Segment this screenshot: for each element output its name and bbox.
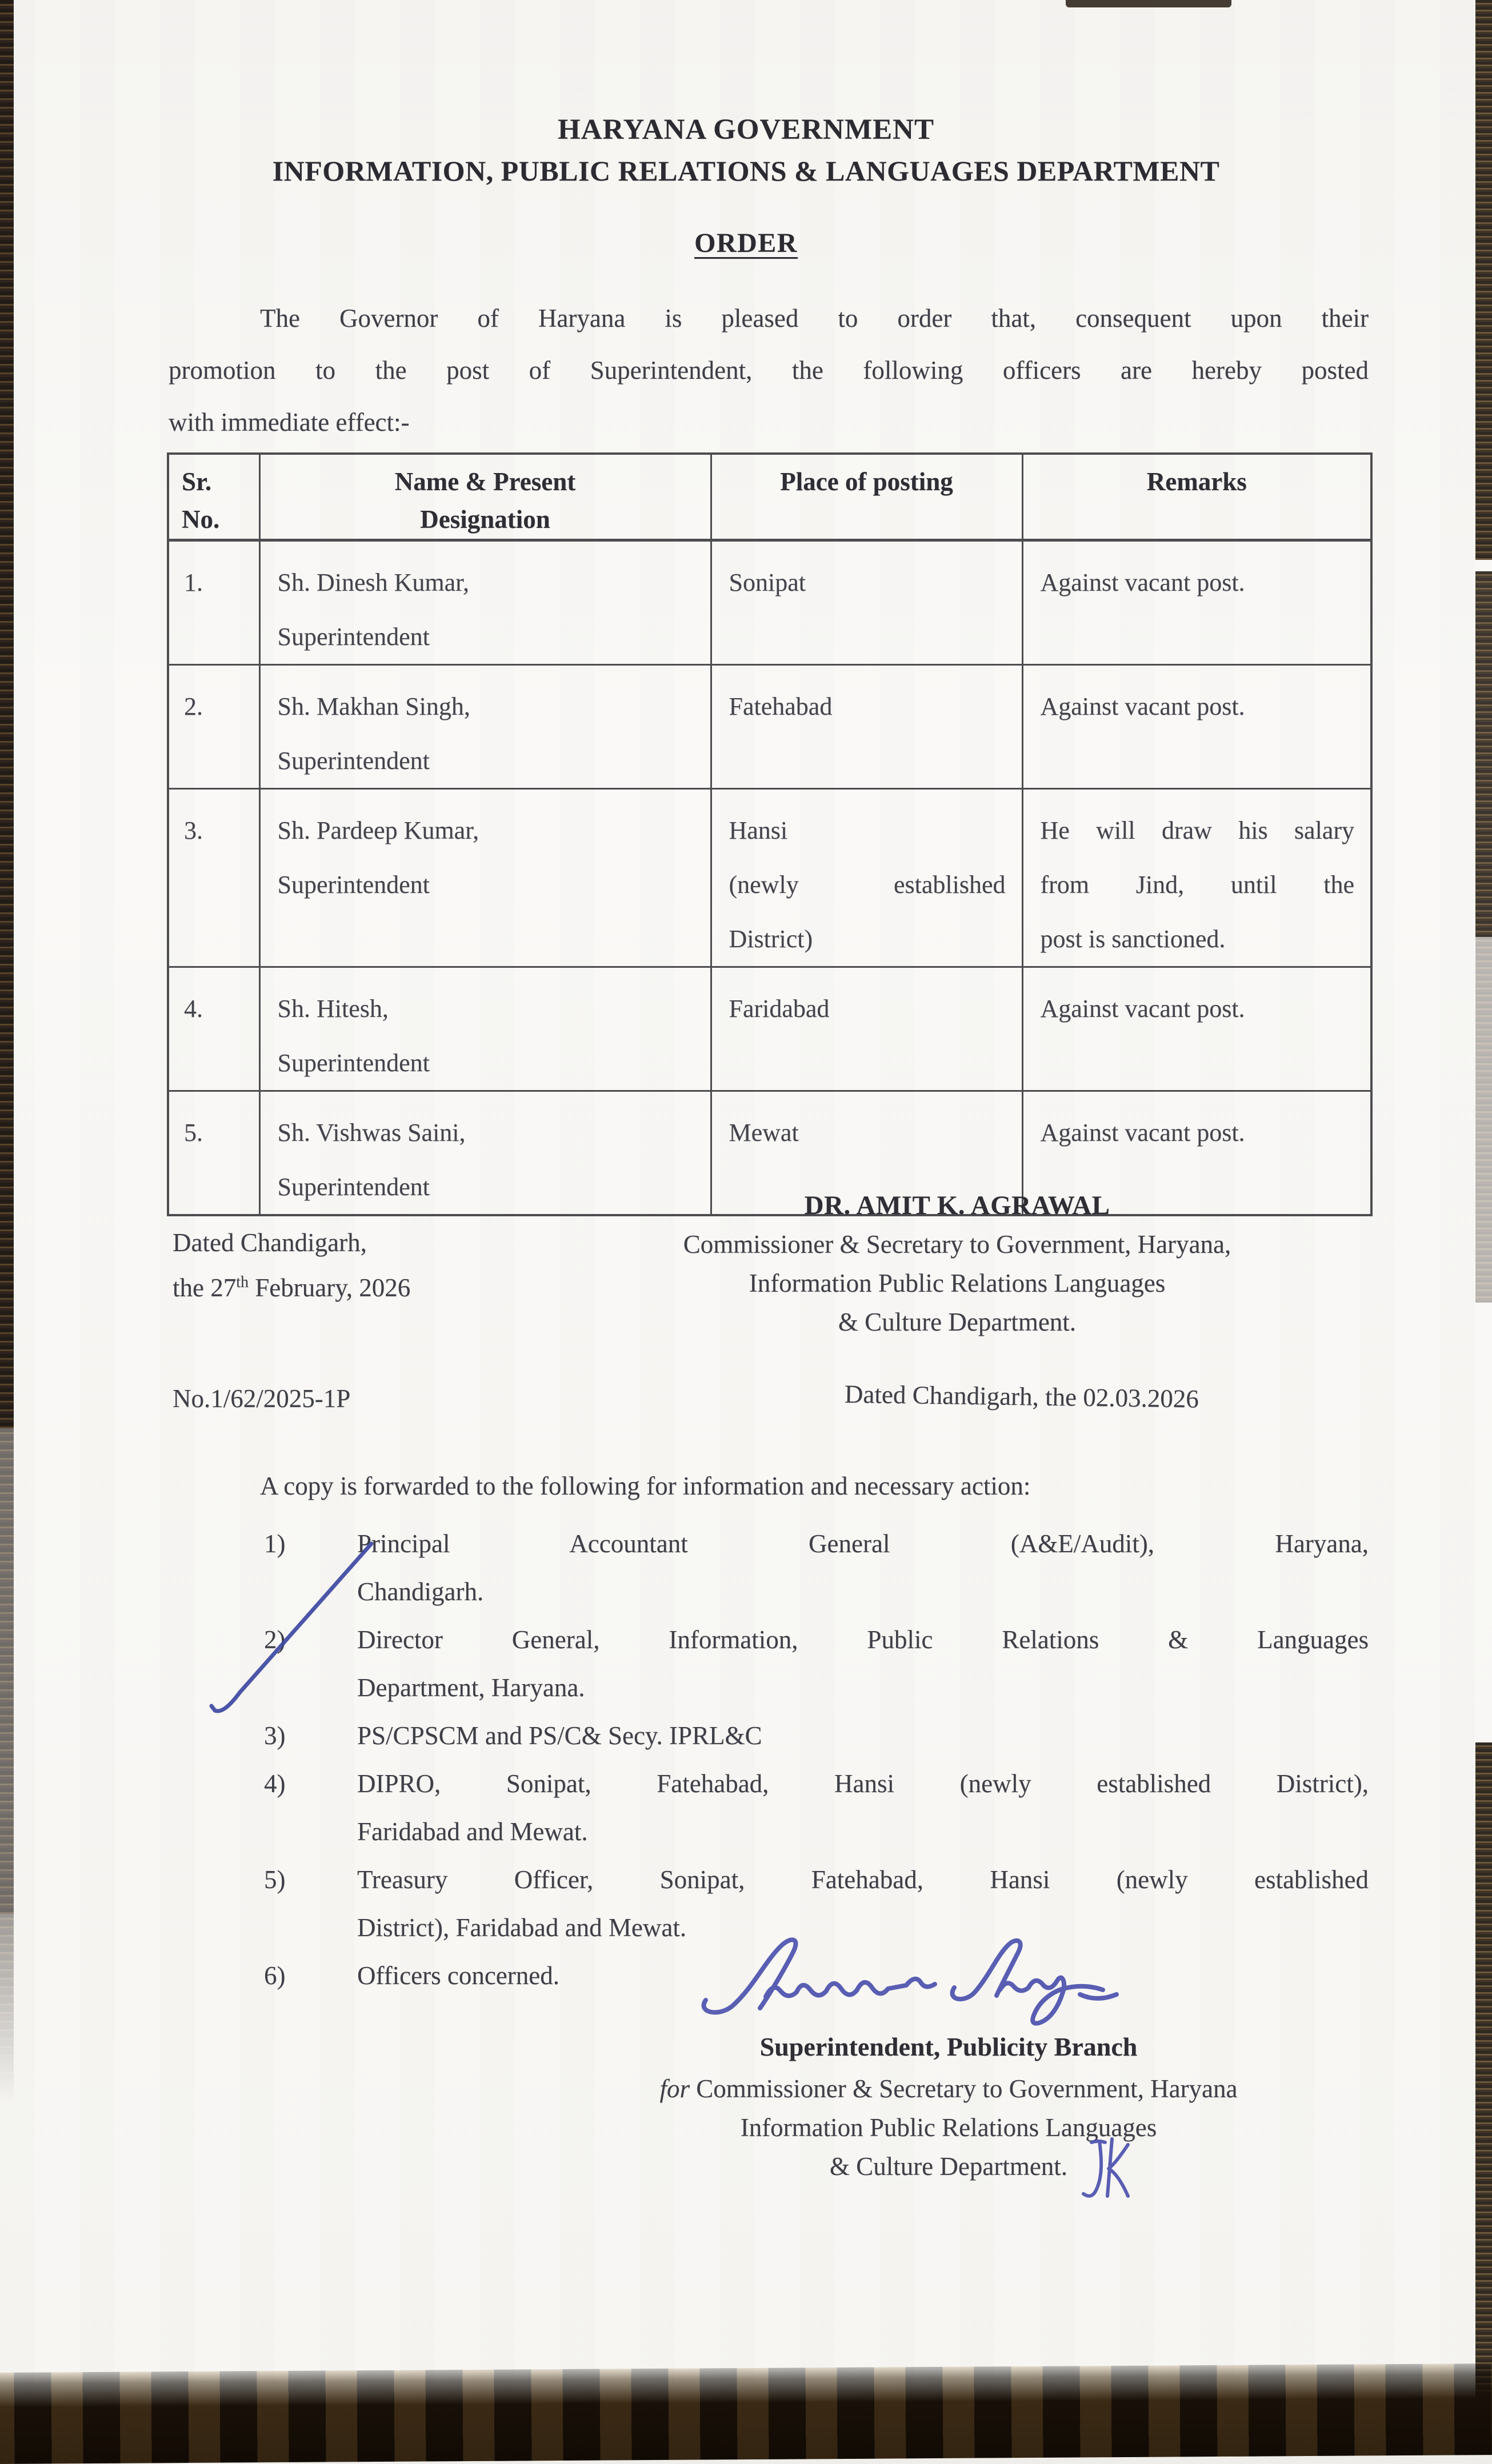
paragraph-line: The Governor of Haryana is pleased to order that, consequent upon their xyxy=(260,304,1369,332)
list-item xyxy=(357,1760,1369,1856)
cell-line: Superintendent xyxy=(277,1173,430,1201)
cell-line: Against vacant post. xyxy=(1040,995,1245,1023)
department-name: INFORMATION, PUBLIC RELATIONS & LANGUAGES DEPARTMENT xyxy=(272,155,1220,187)
scan-edge-right xyxy=(1475,1742,1492,2449)
list-line: Director General, Information, Public Relations & Languages xyxy=(357,1625,1369,1654)
scan-edge-left xyxy=(0,0,14,1428)
cell-line: Fatehabad xyxy=(729,692,833,720)
signature-shamsher-singh xyxy=(680,1933,1126,2030)
scan-edge-top xyxy=(1066,0,1231,7)
list-item xyxy=(357,1712,1369,1760)
cell-line: Sh. Pardeep Kumar, xyxy=(277,816,479,844)
cell-remarks xyxy=(1022,665,1371,789)
header-place-of-posting: Place of posting xyxy=(711,454,1022,540)
cell-line: Superintendent xyxy=(277,1049,430,1077)
cell-line: Superintendent xyxy=(277,871,430,899)
signatory-line: & Culture Department. xyxy=(838,1308,1077,1336)
cell-line: Faridabad xyxy=(729,995,830,1023)
list-line: Officers concerned. xyxy=(357,1961,559,1990)
reference-date: Dated Chandigarh, the 02.03.2026 xyxy=(844,1380,1199,1413)
signature-title: Superintendent, Publicity Branch xyxy=(759,2032,1138,2061)
header-line: Sr. xyxy=(182,467,212,496)
dated-line: Dated Chandigarh, xyxy=(173,1228,367,1257)
postings-table xyxy=(167,452,1373,1216)
signature-line: Information Public Relations Languages xyxy=(740,2113,1157,2142)
ink-tick-mark xyxy=(200,1531,389,1728)
cell-place xyxy=(711,540,1022,665)
cell-remarks xyxy=(1022,540,1371,665)
header-line: Name & Present xyxy=(394,467,576,496)
cell-place xyxy=(711,665,1022,789)
cell-line: Sh. Hitesh, xyxy=(277,995,389,1023)
cell-sr: 5. xyxy=(168,1091,259,1216)
scan-edge-right xyxy=(1475,571,1492,937)
list-line: DIPRO, Sonipat, Fatehabad, Hansi (newly established District), xyxy=(357,1769,1369,1798)
scan-edge-left xyxy=(0,1914,14,2102)
ink-initials-jk xyxy=(1070,2136,1135,2207)
order-paragraph xyxy=(169,293,1369,448)
cell-name xyxy=(259,967,711,1091)
cell-line: Superintendent xyxy=(277,623,430,651)
cell-sr: 1. xyxy=(168,540,259,665)
list-number: 6) xyxy=(264,1961,286,1990)
signatory-line: Commissioner & Secretary to Government, Haryana, xyxy=(683,1230,1231,1259)
list-item xyxy=(357,1616,1369,1712)
paragraph-line: promotion to the post of Superintendent, the following officers are hereby posted xyxy=(169,356,1369,384)
table-row xyxy=(168,789,1371,967)
cell-line: Sh. Makhan Singh, xyxy=(277,692,470,720)
list-line: District), Faridabad and Mewat. xyxy=(357,1913,687,1942)
list-line: PS/CPSCM and PS/C& Secy. IPRL&C xyxy=(357,1721,762,1750)
table-header-row xyxy=(168,454,1371,540)
cell-line: from Jind, until the xyxy=(1040,871,1354,899)
cell-name xyxy=(259,789,711,967)
cell-line: Hansi xyxy=(729,816,788,844)
table-row xyxy=(168,540,1371,665)
header-line: No. xyxy=(182,505,220,534)
signature-for-line: for Commissioner & Secretary to Government, Haryana xyxy=(659,2074,1238,2103)
cell-sr: 2. xyxy=(168,665,259,789)
reference-number: No.1/62/2025-1P xyxy=(173,1384,351,1413)
scan-edge-right xyxy=(1475,0,1492,560)
list-line: Chandigarh. xyxy=(357,1577,484,1606)
cell-sr: 4. xyxy=(168,967,259,1091)
cell-line: Against vacant post. xyxy=(1040,692,1245,720)
table-row xyxy=(168,665,1371,789)
list-number: 1) xyxy=(264,1529,286,1558)
forward-intro: A copy is forwarded to the following for information and necessary action: xyxy=(260,1472,1031,1500)
table-row xyxy=(168,967,1371,1091)
list-number: 3) xyxy=(264,1721,286,1750)
header-name-designation xyxy=(259,454,711,540)
cell-name xyxy=(259,540,711,665)
dated-block xyxy=(173,1223,410,1308)
cell-name xyxy=(259,665,711,789)
list-item xyxy=(357,1520,1369,1616)
cell-place xyxy=(711,967,1022,1091)
header-line: Designation xyxy=(420,505,550,534)
cell-line: (newly established xyxy=(729,871,1006,899)
list-line: Department, Haryana. xyxy=(357,1673,585,1702)
cell-remarks xyxy=(1022,789,1371,967)
cell-line: Sonipat xyxy=(729,568,806,596)
list-line: Faridabad and Mewat. xyxy=(357,1817,588,1846)
cell-line: Against vacant post. xyxy=(1040,1119,1245,1147)
cell-line: District) xyxy=(729,925,813,953)
cell-remarks xyxy=(1022,967,1371,1091)
header-sr-no xyxy=(168,454,259,540)
list-number: 2) xyxy=(264,1625,286,1654)
signatory-block xyxy=(577,1186,1337,1341)
cell-line: He will draw his salary xyxy=(1040,816,1354,844)
list-number: 5) xyxy=(264,1865,286,1894)
signature-line: & Culture Department. xyxy=(829,2152,1068,2181)
cell-place xyxy=(711,789,1022,967)
dated-line: the 27th February, 2026 xyxy=(173,1273,411,1302)
list-line: Principal Accountant General (A&E/Audit), Haryana, xyxy=(357,1529,1369,1558)
signatory-name: DR. AMIT K. AGRAWAL xyxy=(804,1191,1110,1220)
cell-line: Against vacant post. xyxy=(1040,568,1245,596)
cell-sr: 3. xyxy=(168,789,259,967)
cell-line: post is sanctioned. xyxy=(1040,925,1226,953)
header-remarks: Remarks xyxy=(1022,454,1371,540)
cell-line: Mewat xyxy=(729,1119,799,1147)
list-line: Treasury Officer, Sonipat, Fatehabad, Hansi (newly established xyxy=(357,1865,1369,1894)
list-number: 4) xyxy=(264,1769,286,1798)
scan-edge-right xyxy=(1475,937,1492,1303)
paragraph-line: with immediate effect:- xyxy=(169,408,410,436)
cell-line: Superintendent xyxy=(277,747,430,775)
order-heading: ORDER xyxy=(694,228,798,258)
scan-edge-left xyxy=(0,1428,14,1914)
signatory-line: Information Public Relations Languages xyxy=(749,1269,1166,1297)
cell-line: Sh. Vishwas Saini, xyxy=(277,1119,466,1147)
cell-line: Sh. Dinesh Kumar, xyxy=(277,568,470,596)
org-name: HARYANA GOVERNMENT xyxy=(558,114,934,146)
